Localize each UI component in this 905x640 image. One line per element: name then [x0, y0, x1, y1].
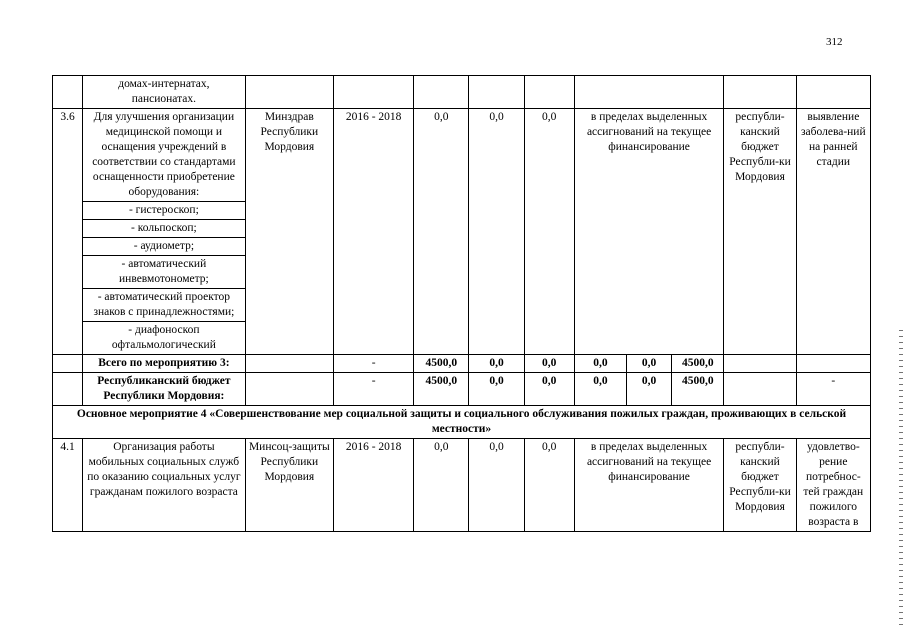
name-cell: домах-интернатах, пансионатах.: [83, 76, 246, 109]
executor-cell: Минздрав Республики Мордовия: [245, 109, 333, 355]
equipment-item: - гистероскоп;: [83, 202, 246, 220]
budget-label: Республиканский бюджет Республики Мордовия:: [83, 373, 246, 406]
equipment-item: - кольпоскоп;: [83, 220, 246, 238]
value-cell: 0,0: [524, 439, 574, 532]
source-cell: республи-канский бюджет Республи-ки Мордовия: [724, 439, 796, 532]
budget-value: 0,0: [627, 373, 672, 406]
period-cell: 2016 - 2018: [333, 109, 413, 355]
value-cell: 0,0: [469, 439, 524, 532]
budget-value: 0,0: [524, 373, 574, 406]
total-value: 4500,0: [414, 355, 469, 373]
result-cell: выявление заболева-ний на ранней стадии: [796, 109, 870, 355]
num-cell: [53, 76, 83, 109]
table-row: [53, 355, 871, 373]
equipment-item: - автоматический проектор знаков с принадлежностями;: [83, 289, 246, 322]
total-value: 0,0: [627, 355, 672, 373]
budget-value: 4500,0: [672, 373, 724, 406]
row-number: 4.1: [53, 439, 83, 532]
equipment-item: - диафоноскоп офтальмологический: [83, 322, 246, 355]
total-value: 0,0: [469, 355, 524, 373]
measure-name: Для улучшения организации медицинской помощи и оснащения учреждений в соответствии со стандартами оснащенности приобретение оборудования:: [83, 109, 246, 202]
dash-cell: -: [333, 373, 413, 406]
page-number: 312: [826, 36, 843, 48]
budget-value: 0,0: [574, 373, 626, 406]
program-table: [52, 75, 871, 532]
source-cell: республи-канский бюджет Республи-ки Мордовия: [724, 109, 796, 355]
value-cell: 0,0: [414, 439, 469, 532]
scan-edge-marks: [899, 330, 903, 630]
period-cell: 2016 - 2018: [333, 439, 413, 532]
table-row: [53, 439, 871, 532]
total-label: Всего по мероприятию 3:: [83, 355, 246, 373]
total-value: 0,0: [574, 355, 626, 373]
value-cell: 0,0: [414, 109, 469, 355]
measure-name: Организация работы мобильных социальных служб по оказанию социальных услуг гражданам пожилого возраста: [83, 439, 246, 532]
section-title: Основное мероприятие 4 «Совершенствование мер социальной защиты и социального обслуживания пожилых граждан, проживающих в сельской местности»: [53, 406, 871, 439]
funding-cell: в пределах выделенных ассигнований на текущее финансирование: [574, 109, 724, 355]
equipment-item: - аудиометр;: [83, 238, 246, 256]
section-header-row: [53, 406, 871, 439]
dash-cell: -: [796, 373, 870, 406]
funding-cell: в пределах выделенных ассигнований на текущее финансирование: [574, 439, 724, 532]
total-value: 0,0: [524, 355, 574, 373]
budget-value: 0,0: [469, 373, 524, 406]
budget-value: 4500,0: [414, 373, 469, 406]
table-row: [53, 76, 871, 109]
table-row: [53, 373, 871, 406]
equipment-item: - автоматический инвевмотонометр;: [83, 256, 246, 289]
result-cell: удовлетво-рение потребнос-тей граждан пожилого возраста в: [796, 439, 870, 532]
total-value: 4500,0: [672, 355, 724, 373]
dash-cell: -: [333, 355, 413, 373]
value-cell: 0,0: [524, 109, 574, 355]
value-cell: 0,0: [469, 109, 524, 355]
executor-cell: Минсоц-защиты Республики Мордовия: [245, 439, 333, 532]
row-number: 3.6: [53, 109, 83, 355]
table-row: [53, 109, 871, 202]
